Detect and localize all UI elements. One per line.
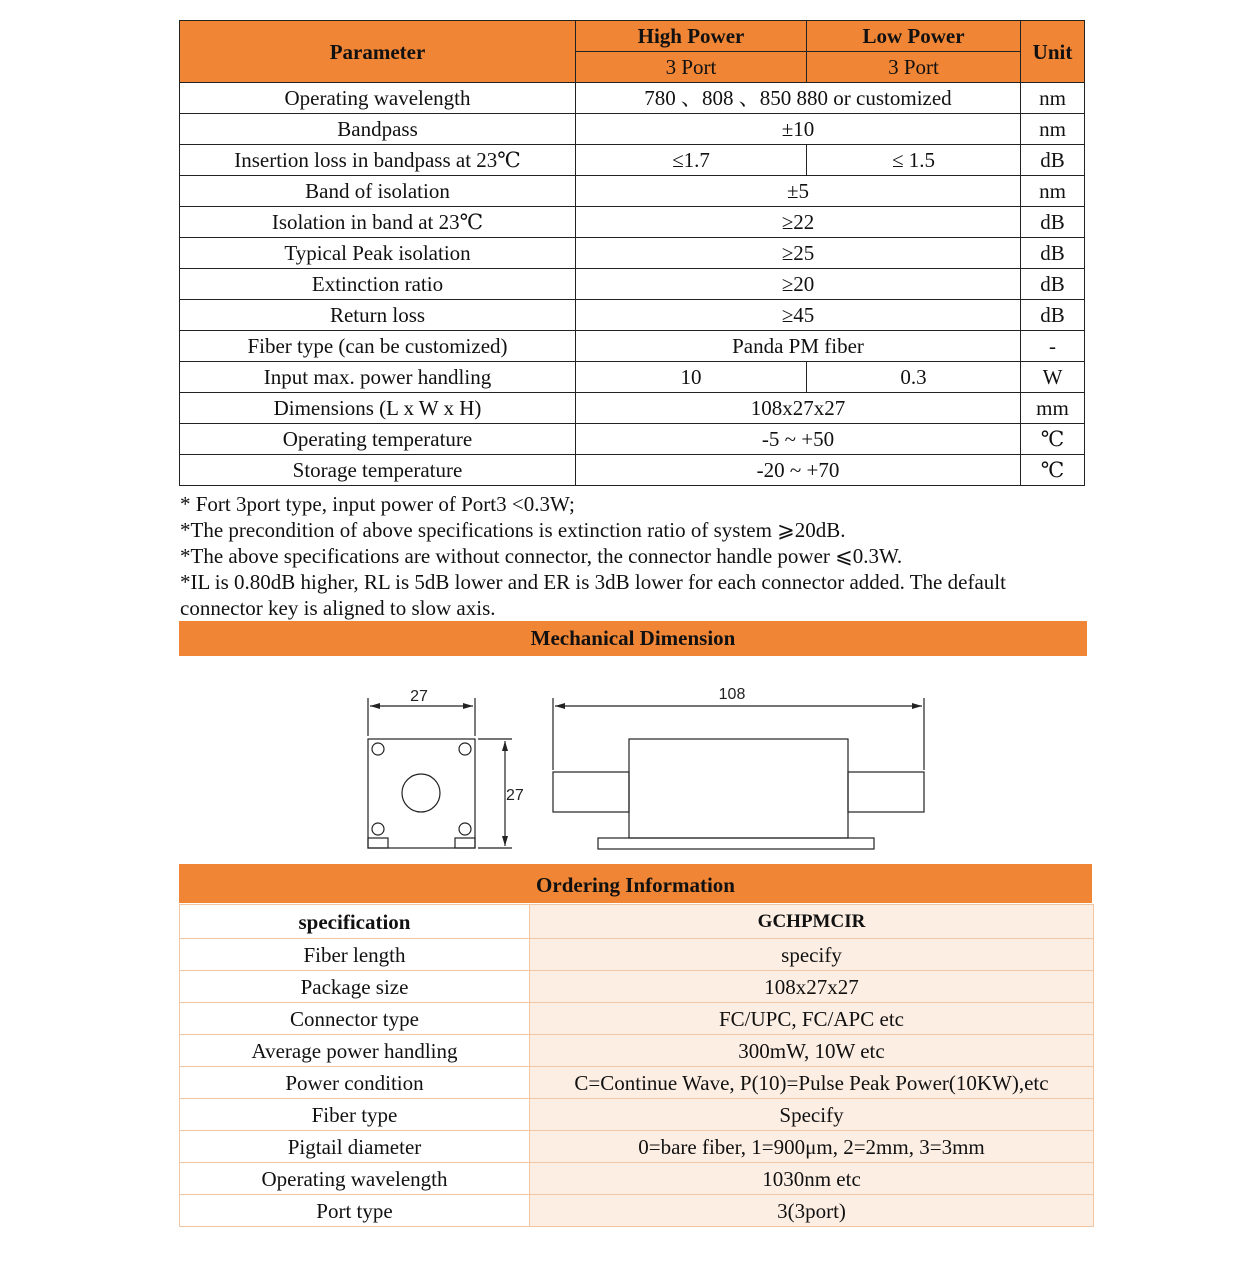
param-value: -5 ~ +50: [576, 424, 1021, 455]
side-length-label: 108: [718, 686, 746, 703]
param-value: ≥22: [576, 207, 1021, 238]
param-unit: mm: [1021, 393, 1085, 424]
order-row: [180, 1195, 1094, 1227]
spec-row: [180, 207, 1085, 238]
param-value-low: ≤ 1.5: [807, 145, 1021, 176]
spec-table: [179, 20, 1085, 486]
spec-row: [180, 83, 1085, 114]
order-value: specify: [530, 939, 1094, 971]
order-label: Operating wavelength: [180, 1163, 530, 1195]
order-label: Power condition: [180, 1067, 530, 1099]
order-value: 1030nm etc: [530, 1163, 1094, 1195]
param-label: Isolation in band at 23℃: [180, 207, 576, 238]
param-label: Return loss: [180, 300, 576, 331]
param-value-high: 10: [576, 362, 807, 393]
spec-row: [180, 300, 1085, 331]
spec-row: [180, 114, 1085, 145]
param-value: 780 、808 、850 880 or customized: [576, 83, 1021, 114]
param-value-low: 0.3: [807, 362, 1021, 393]
param-label: Storage temperature: [180, 455, 576, 486]
note-line: connector key is aligned to slow axis.: [180, 596, 496, 620]
order-row: [180, 1067, 1094, 1099]
order-value: 300mW, 10W etc: [530, 1035, 1094, 1067]
spec-row: [180, 331, 1085, 362]
param-value: ≥25: [576, 238, 1021, 269]
header-low-power: Low Power: [807, 21, 1021, 52]
mechanical-drawing: [350, 676, 950, 858]
header-low-ports: 3 Port: [807, 52, 1021, 83]
param-unit: dB: [1021, 300, 1085, 331]
side-view-base: [598, 838, 874, 849]
param-value: ≥20: [576, 269, 1021, 300]
front-view-body: [368, 739, 475, 848]
param-label: Band of isolation: [180, 176, 576, 207]
header-high-ports: 3 Port: [576, 52, 807, 83]
param-value: Panda PM fiber: [576, 331, 1021, 362]
param-unit: nm: [1021, 114, 1085, 145]
ordering-table: [179, 904, 1094, 1227]
spec-row: [180, 238, 1085, 269]
param-unit: -: [1021, 331, 1085, 362]
header-unit: Unit: [1021, 21, 1085, 83]
param-label: Fiber type (can be customized): [180, 331, 576, 362]
note-line: *The precondition of above specifications is extinction ratio of system ⩾20dB.: [180, 518, 846, 542]
param-label: Typical Peak isolation: [180, 238, 576, 269]
spec-row: [180, 393, 1085, 424]
param-value: ±5: [576, 176, 1021, 207]
spec-row: [180, 176, 1085, 207]
note-line: *The above specifications are without connector, the connector handle power ⩽0.3W.: [180, 544, 903, 568]
param-unit: ℃: [1021, 424, 1085, 455]
ordering-information-title: Ordering Information: [179, 864, 1092, 903]
front-height-label: 27: [506, 787, 524, 804]
spec-row: [180, 424, 1085, 455]
param-label: Insertion loss in bandpass at 23℃: [180, 145, 576, 176]
param-label: Extinction ratio: [180, 269, 576, 300]
param-value: ≥45: [576, 300, 1021, 331]
front-view-port: [402, 774, 440, 812]
order-row: [180, 1131, 1094, 1163]
mechanical-dimension-title: Mechanical Dimension: [179, 621, 1087, 656]
notes: [180, 491, 1085, 621]
order-label: Average power handling: [180, 1035, 530, 1067]
order-label: Fiber length: [180, 939, 530, 971]
order-row: [180, 971, 1094, 1003]
order-header-label: specification: [180, 905, 530, 939]
order-row: [180, 1003, 1094, 1035]
header-high-power: High Power: [576, 21, 807, 52]
order-row: [180, 939, 1094, 971]
note-line: *IL is 0.80dB higher, RL is 5dB lower and ER is 3dB lower for each connector added. The default: [180, 570, 1006, 594]
param-unit: dB: [1021, 145, 1085, 176]
order-value: Specify: [530, 1099, 1094, 1131]
spec-row: [180, 269, 1085, 300]
param-unit: dB: [1021, 207, 1085, 238]
header-parameter: Parameter: [180, 21, 576, 83]
front-width-label: 27: [410, 688, 428, 705]
side-view-body: [629, 739, 848, 838]
spec-row: [180, 145, 1085, 176]
order-label: Pigtail diameter: [180, 1131, 530, 1163]
spec-row: [180, 455, 1085, 486]
order-value: C=Continue Wave, P(10)=Pulse Peak Power(10KW),etc: [530, 1067, 1094, 1099]
param-unit: nm: [1021, 83, 1085, 114]
order-value: FC/UPC, FC/APC etc: [530, 1003, 1094, 1035]
param-label: Input max. power handling: [180, 362, 576, 393]
param-value: 108x27x27: [576, 393, 1021, 424]
order-label: Connector type: [180, 1003, 530, 1035]
param-label: Bandpass: [180, 114, 576, 145]
order-label: Package size: [180, 971, 530, 1003]
param-label: Dimensions (L x W x H): [180, 393, 576, 424]
order-value: 3(3port): [530, 1195, 1094, 1227]
param-unit: dB: [1021, 238, 1085, 269]
param-unit: nm: [1021, 176, 1085, 207]
param-label: Operating temperature: [180, 424, 576, 455]
param-unit: W: [1021, 362, 1085, 393]
param-label: Operating wavelength: [180, 83, 576, 114]
order-label: Port type: [180, 1195, 530, 1227]
order-row: [180, 1099, 1094, 1131]
side-view-tube-left: [553, 772, 629, 812]
side-view-tube-right: [848, 772, 924, 812]
note-line: * Fort 3port type, input power of Port3 <0.3W;: [180, 492, 575, 516]
order-value: 108x27x27: [530, 971, 1094, 1003]
param-value-high: ≤1.7: [576, 145, 807, 176]
order-label: Fiber type: [180, 1099, 530, 1131]
param-value: -20 ~ +70: [576, 455, 1021, 486]
order-header-value: GCHPMCIR: [530, 905, 1094, 939]
param-value: ±10: [576, 114, 1021, 145]
param-unit: ℃: [1021, 455, 1085, 486]
spec-row: [180, 362, 1085, 393]
param-unit: dB: [1021, 269, 1085, 300]
order-row: [180, 1163, 1094, 1195]
order-value: 0=bare fiber, 1=900μm, 2=2mm, 3=3mm: [530, 1131, 1094, 1163]
order-row: [180, 1035, 1094, 1067]
